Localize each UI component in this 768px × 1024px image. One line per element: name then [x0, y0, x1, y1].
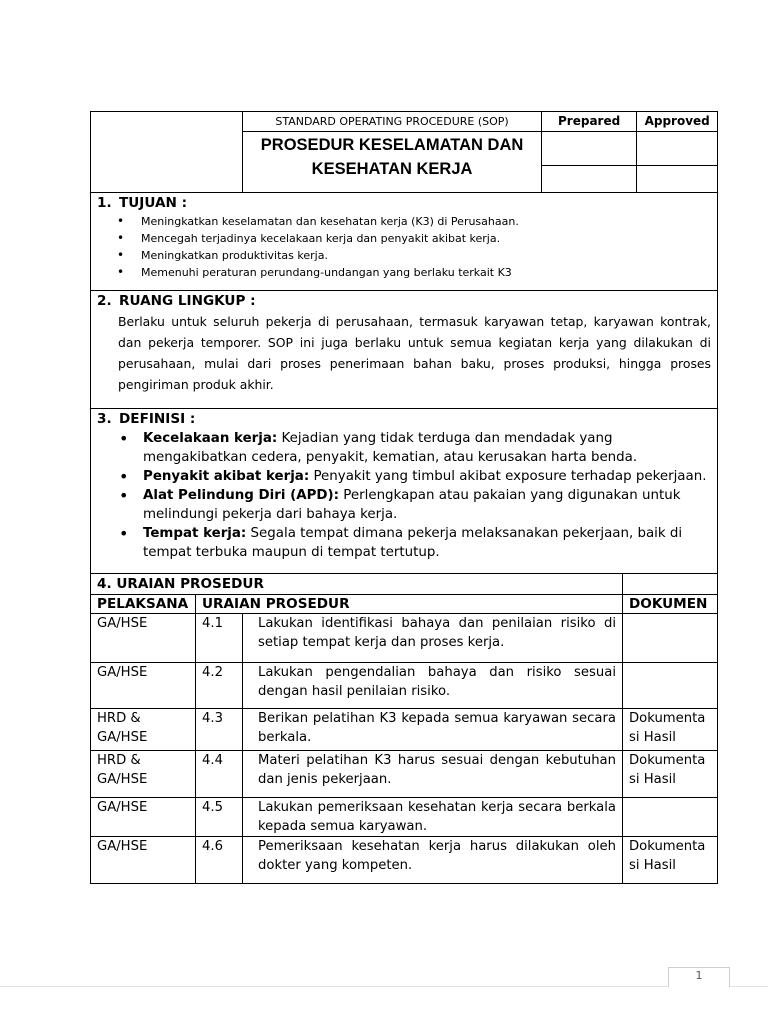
empty-header-cell: [622, 574, 717, 594]
document-title: [243, 132, 541, 192]
definition-term: Alat Pelindung Diri (APD):: [143, 488, 340, 503]
title-line-1: PROSEDUR KESELAMATAN DAN: [260, 136, 524, 154]
document-cell: Dokumentasi Hasil: [622, 708, 717, 750]
list-item: [143, 429, 717, 467]
section-title: RUANG LINGKUP :: [119, 293, 256, 309]
document-cell: [622, 662, 717, 708]
section-title: DEFINISI :: [119, 411, 196, 427]
ruang-lingkup-text: Berlaku untuk seluruh pekerja di perusahaan, termasuk karyawan tetap, karyawan kontrak, dan pekerja temporer. SOP ini juga berlaku untuk semua kegiatan kerja yang dilakukan di perusahaan, mulai dari proses penerimaan bahan baku, proses produksi, hingga proses pengiriman produk akhir.: [118, 314, 711, 392]
list-item: [143, 486, 717, 524]
footer-divider: [0, 986, 768, 987]
section-number: 3.: [97, 411, 112, 427]
step-description-cell: Lakukan pengendalian bahaya dan risiko sesuai dengan hasil penilaian risiko.: [242, 662, 622, 708]
pelaksana-cell: GA/HSE: [91, 836, 195, 883]
pelaksana-cell: HRD & GA/HSE: [91, 708, 195, 750]
step-description-cell: Berikan pelatihan K3 kepada semua karyawan secara berkala.: [242, 708, 622, 750]
step-number-cell: 4.5: [195, 797, 242, 836]
prepared-signature-cell: [542, 132, 637, 166]
title-cell: [243, 112, 542, 192]
list-item: • Meningkatkan keselamatan dan kesehatan kerja (K3) di Perusahaan.: [141, 213, 717, 230]
prepared-name-cell: [542, 166, 637, 192]
definition-text: Penyakit yang timbul akibat exposure terhadap pekerjaan.: [309, 469, 707, 484]
list-item: [143, 524, 717, 562]
list-item: • Mencegah terjadinya kecelakaan kerja dan penyakit akibat kerja.: [141, 230, 717, 247]
section-definisi: [91, 409, 717, 574]
section-number: 2.: [97, 293, 112, 309]
step-number-cell: 4.2: [195, 662, 242, 708]
definition-term: Tempat kerja:: [143, 526, 247, 541]
prepared-column: [542, 112, 637, 192]
document-cell: [622, 797, 717, 836]
sop-document: [90, 111, 718, 884]
step-description-cell: Pemeriksaan kesehatan kerja harus dilakukan oleh dokter yang kompeten.: [242, 836, 622, 883]
logo-cell: [91, 112, 243, 192]
definition-text: Perlengkapan atau pakaian yang digunakan untuk melindungi pekerja dari bahaya kerja.: [143, 488, 681, 522]
step-description-cell: Lakukan pemeriksaan kesehatan kerja secara berkala kepada semua karyawan.: [242, 797, 622, 836]
pelaksana-cell: GA/HSE: [91, 662, 195, 708]
step-description-cell: Lakukan identifikasi bahaya dan penilaian risiko di setiap tempat kerja dan proses kerja.: [242, 613, 622, 662]
step-number-cell: 4.6: [195, 836, 242, 883]
approved-signature-cell: [637, 132, 717, 166]
document-cell: Dokumentasi Hasil: [622, 750, 717, 797]
column-header-uraian: URAIAN PROSEDUR: [195, 594, 622, 613]
section-number: 1.: [97, 195, 112, 211]
prepared-label: Prepared: [542, 112, 637, 132]
section-ruang-lingkup: [91, 291, 717, 409]
sop-header: [91, 112, 717, 193]
approved-name-cell: [637, 166, 717, 192]
definisi-list: [91, 429, 717, 562]
step-number-cell: 4.3: [195, 708, 242, 750]
approved-label: Approved: [637, 112, 717, 132]
section-title: TUJUAN :: [119, 195, 188, 211]
column-header-pelaksana: PELAKSANA: [91, 594, 195, 613]
pelaksana-cell: HRD & GA/HSE: [91, 750, 195, 797]
section-heading: [91, 291, 717, 311]
document-cell: [622, 613, 717, 662]
section-heading: [91, 193, 717, 213]
step-number-cell: 4.4: [195, 750, 242, 797]
list-item: • Meningkatkan produktivitas kerja.: [141, 247, 717, 264]
pelaksana-cell: GA/HSE: [91, 613, 195, 662]
column-header-dokumen: DOKUMEN: [622, 594, 717, 613]
definition-term: Kecelakaan kerja:: [143, 431, 278, 446]
list-item: • Memenuhi peraturan perundang-undangan yang berlaku terkait K3: [141, 264, 717, 281]
definition-text: Kejadian yang tidak terduga dan mendadak yang mengakibatkan cedera, penyakit, kematian, atau kerusakan harta benda.: [143, 431, 638, 465]
sop-label: STANDARD OPERATING PROCEDURE (SOP): [243, 112, 541, 132]
page-number: 1: [695, 969, 703, 982]
tujuan-list: [91, 213, 717, 281]
procedure-section-title: 4. URAIAN PROSEDUR: [97, 576, 264, 592]
step-description-cell: Materi pelatihan K3 harus sesuai dengan kebutuhan dan jenis pekerjaan.: [242, 750, 622, 797]
document-cell: Dokumentasi Hasil: [622, 836, 717, 883]
definition-text: Segala tempat dimana pekerja melaksanakan pekerjaan, baik di tempat terbuka maupun di tempat tertutup.: [143, 526, 683, 560]
definition-term: Penyakit akibat kerja:: [143, 469, 310, 484]
step-number-cell: 4.1: [195, 613, 242, 662]
approved-column: [636, 112, 717, 192]
section-tujuan: [91, 193, 717, 291]
section-heading: [91, 409, 717, 429]
title-line-2: KESEHATAN KERJA: [311, 160, 473, 178]
list-item: [143, 467, 717, 486]
pelaksana-cell: GA/HSE: [91, 797, 195, 835]
procedure-table: [91, 574, 717, 883]
